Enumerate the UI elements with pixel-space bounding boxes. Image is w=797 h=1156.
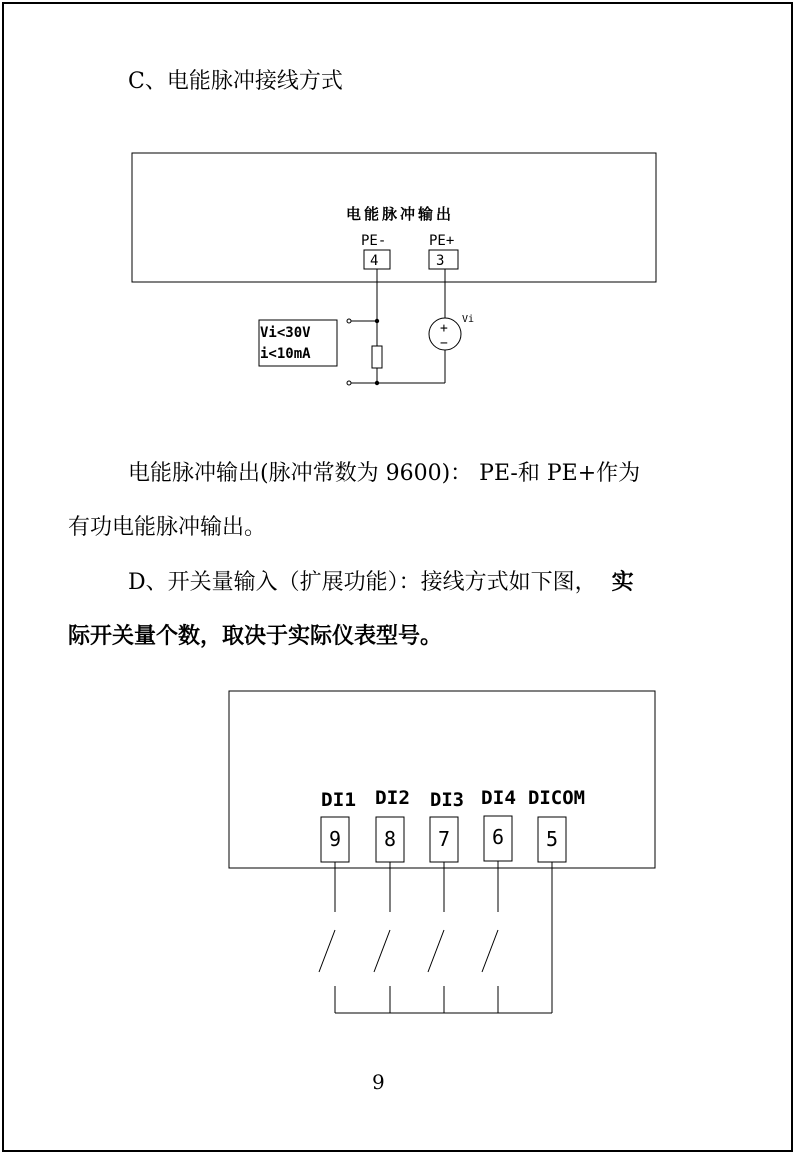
switch-di2: [374, 930, 390, 972]
pulse-box-title: 电能脉冲输出: [346, 205, 455, 223]
switch-di4: [482, 930, 498, 972]
switch-di3: [428, 930, 444, 972]
switch-di1: [319, 930, 335, 972]
limit-current: i<10mA: [260, 346, 311, 362]
section-d-line1-normal: D、开关量输入（扩展功能）：接线方式如下图，: [128, 570, 597, 595]
section-d-line1-bold: 实: [611, 569, 634, 595]
page-number: 9: [372, 1070, 385, 1094]
source-minus: −: [440, 336, 448, 351]
di4-label: DI4: [481, 787, 516, 809]
di1-label: DI1: [321, 789, 356, 811]
limit-voltage: Vi<30V: [260, 325, 311, 341]
section-c-heading: C、电能脉冲接线方式: [128, 69, 343, 94]
terminal-neg-num: 4: [370, 253, 379, 269]
di3-label: DI3: [430, 789, 464, 811]
source-plus: +: [440, 321, 448, 336]
source-label: Vi: [462, 314, 475, 325]
terminal-7-num: 7: [438, 827, 451, 851]
terminal-6-num: 6: [492, 825, 505, 849]
section-d-line2: 际开关量个数，取决于实际仪表型号。: [68, 623, 443, 649]
pulse-paragraph-line1: 电能脉冲输出(脉冲常数为 9600)： PE-和 PE+作为: [128, 461, 641, 486]
terminal-9-num: 9: [329, 827, 342, 851]
pulse-paragraph-line2: 有功电能脉冲输出。: [68, 515, 267, 540]
terminal-neg-label: PE-: [361, 233, 387, 249]
terminal-8-num: 8: [384, 827, 397, 851]
terminal-pos-label: PE+: [429, 233, 455, 249]
di2-label: DI2: [375, 787, 410, 809]
dicom-label: DICOM: [528, 787, 585, 809]
terminal-pos-num: 3: [436, 253, 445, 269]
terminal-5-num: 5: [546, 827, 559, 851]
